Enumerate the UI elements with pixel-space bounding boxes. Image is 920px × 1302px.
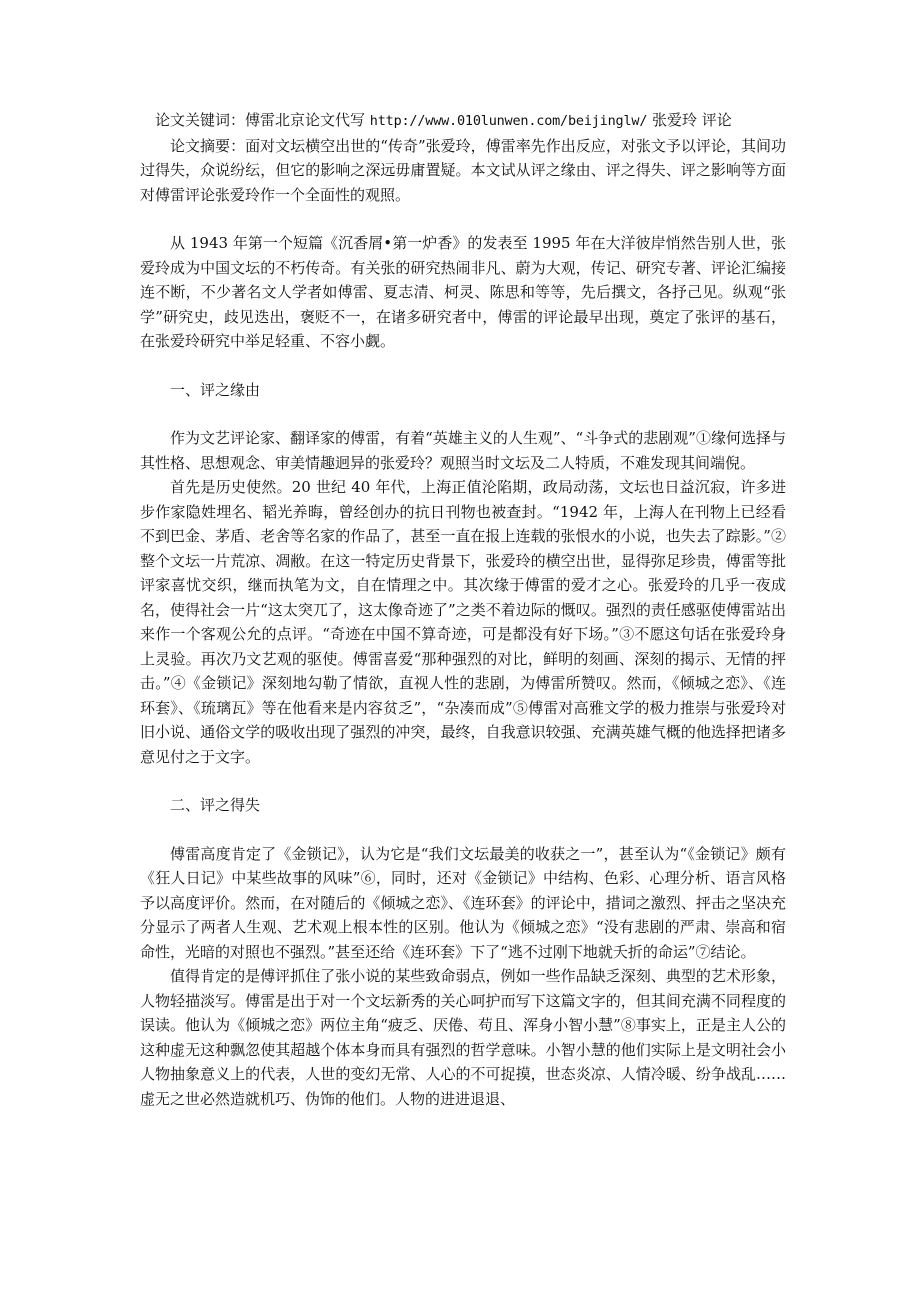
section1-paragraph-1: 作为文艺评论家、翻译家的傅雷，有着“英雄主义的人生观”、“斗争式的悲剧观”①缘何选择与其性格、思想观念、审美情趣迥异的张爱玲？观照当时文坛及二人特质，不难发现其间端倪。 bbox=[140, 429, 786, 472]
section1-heading: 一、评之缘由 bbox=[170, 380, 261, 399]
keywords-line bbox=[140, 108, 786, 134]
keywords-prefix: 论文关键词：傅雷北京论文代写 bbox=[155, 111, 370, 129]
keywords-suffix: 张爱玲 评论 bbox=[647, 111, 732, 129]
keywords-url: http://www.010lunwen.com/beijinglw/ bbox=[369, 113, 648, 129]
abstract-paragraph: 论文摘要：面对文坛横空出世的“传奇”张爱玲，傅雷率先作出反应，对张文予以评论，其间功过得失，众说纷纭，但它的影响之深远毋庸置疑。本文试从评之缘由、评之得失、评之影响等方面对傅雷评论张爱玲作一个全面性的观照。 bbox=[140, 136, 786, 204]
section2-paragraph-2: 值得肯定的是傅评抓住了张小说的某些致命弱点，例如一些作品缺乏深刻、典型的艺术形象，人物轻描淡写。傅雷是出于对一个文坛新秀的关心呵护而写下这篇文字的，但其间充满不同程度的误读。他认为《倾城之恋》两位主角“疲乏、厌倦、苟且、浑身小智小慧”⑧事实上，正是主人公的这种虚无这种飘忽使其超越个体本身而具有强烈的哲学意味。小智小慧的他们实际上是文明社会小人物抽象意义上的代表，人世的变幻无常、人心的不可捉摸，世态炎凉、人情冷暖、纷争战乱……虚无之世必然造就机巧、伪饰的他们。人物的进进退退、 bbox=[140, 967, 786, 1108]
section2-heading: 二、评之得失 bbox=[170, 796, 261, 814]
document-body bbox=[140, 108, 786, 1111]
section1-paragraph-2: 首先是历史使然。20 世纪 40 年代，上海正值沦陷期，政局动荡，文坛也日益沉寂，许多进步作家隐姓埋名、韬光养晦，曾经创办的抗日刊物也被查封。“1942 年，上海人在刊物上已经看不到巴金、茅盾、老舍等名家的作品了，甚至一直在报上连载的张恨水的小说，也失去了踪影。”②整个文坛一片荒凉、凋敝。在这一特定历史背景下，张爱玲的横空出世，显得弥足珍贵，傅雷等批评家喜忧交织，继而执笔为文，自在情理之中。其次缘于傅雷的爱才之心。张爱玲的几乎一夜成名，使得社会一片“这太突兀了，这太像奇迹了”之类不着边际的慨叹。强烈的责任感驱使傅雷站出来作一个客观公允的点评。“奇迹在中国不算奇迹，可是都没有好下场。”③不愿这句话在张爱玲身上灵验。再次乃文艺观的驱使。傅雷喜爱“那种强烈的对比，鲜明的刻画、深刻的揭示、无情的抨击。”④《金锁记》深刻地勾勒了情欲，直视人性的悲剧，为傅雷所赞叹。然而，《倾城之恋》、《连环套》、《琉璃瓦》等在他看来是内容贫乏”，“杂凑而成”⑤傅雷对高雅文学的极力推崇与张爱玲对旧小说、通俗文学的吸收出现了强烈的冲突，最终，自我意识较强、充满英雄气概的他选择把诸多意见付之于文字。 bbox=[140, 478, 786, 766]
intro-paragraph: 从 1943 年第一个短篇《沉香屑•第一炉香》的发表至 1995 年在大洋彼岸悄然告别人世，张爱玲成为中国文坛的不朽传奇。有关张的研究热闹非凡、蔚为大观，传记、研究专著、评论汇编接连不断，不少著名文人学者如傅雷、夏志清、柯灵、陈思和等等，先后撰文，各抒己见。纵观“张学”研究史，歧见迭出，褒贬不一，在诸多研究者中，傅雷的评论最早出现，奠定了张评的基石，在张爱玲研究中举足轻重、不容小觑。 bbox=[140, 234, 786, 350]
section2-paragraph-1: 傅雷高度肯定了《金锁记》，认为它是“我们文坛最美的收获之一”，甚至认为“《金锁记》颇有《狂人日记》中某些故事的风味”⑥，同时，还对《金锁记》中结构、色彩、心理分析、语言风格予以高度评价。然而，在对随后的《倾城之恋》、《连环套》的评论中，措词之激烈、抨击之坚决充分显示了两者人生观、艺术观上根本性的区别。他认为《倾城之恋》“没有悲剧的严肃、崇高和宿命性，光暗的对照也不强烈。”甚至还给《连环套》下了“逃不过刚下地就夭折的命运”⑦结论。 bbox=[140, 844, 786, 961]
